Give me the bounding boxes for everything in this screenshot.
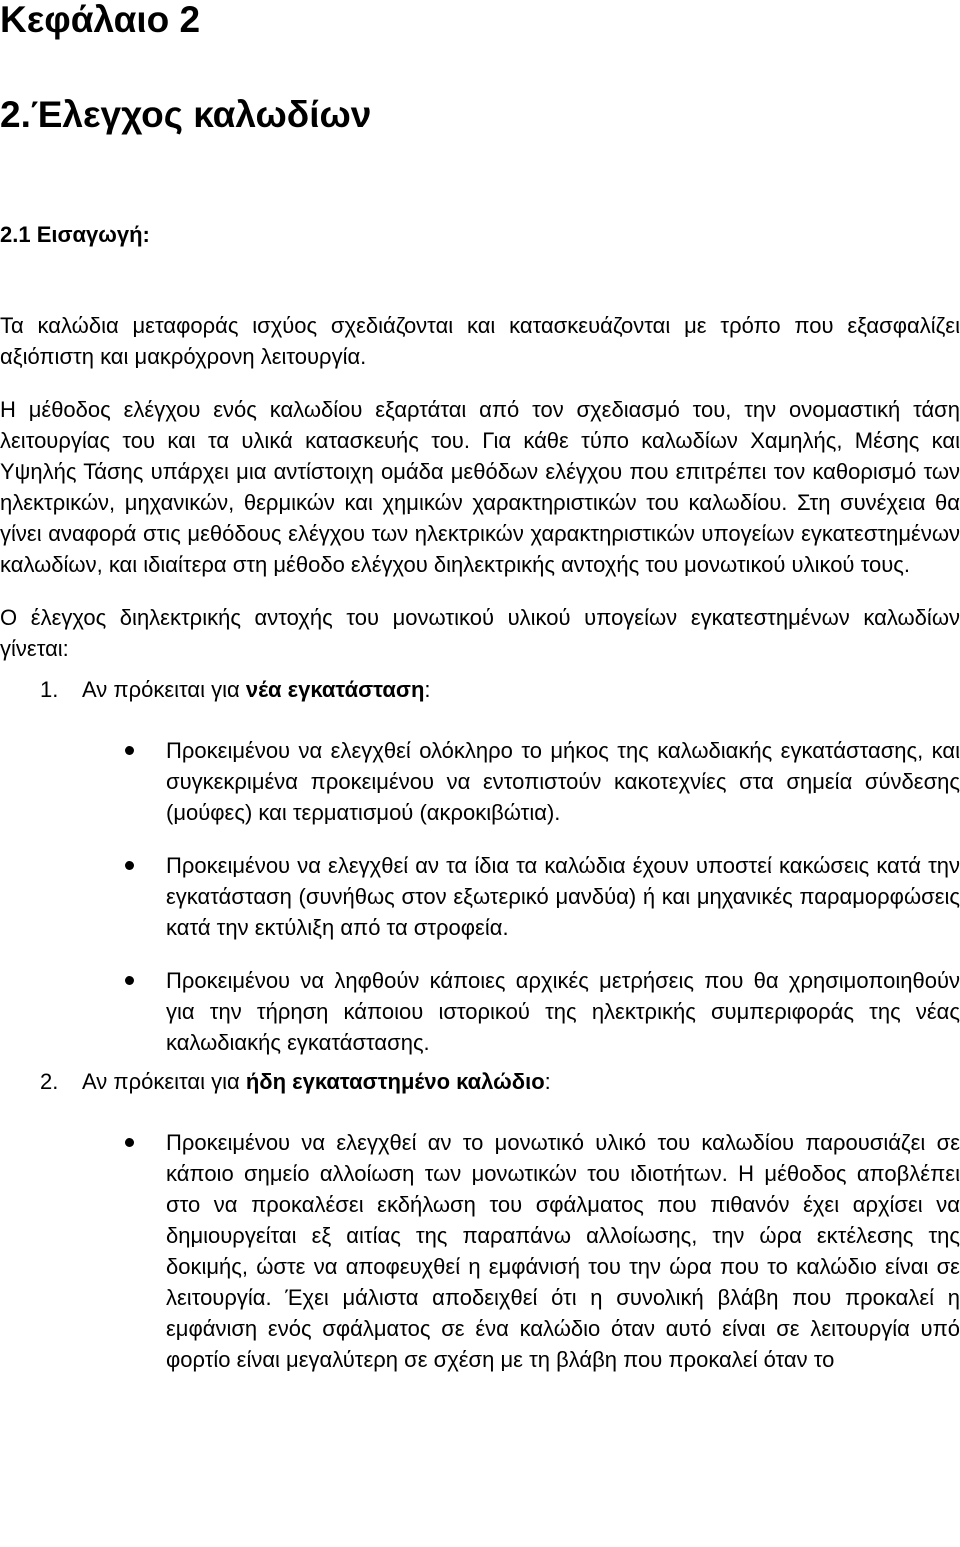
- item-bold-term: ήδη εγκαταστημένο καλώδιο: [245, 1069, 545, 1094]
- bullet-icon: [125, 861, 134, 870]
- list-item-text: Προκειμένου να ελεγχθεί αν το μονωτικό υλικό του καλωδίου παρουσιάζει σε κάποιο σημείο αλλοίωση των μονωτικών του ιδιοτήτων. Η μέθοδος αποβλέπει στο να προκαλέσει εκδήλωση του σφάλματος που πιθανόν έχει αρχίσει να δημιουργείται εξ αιτίας της παραπάνω αλλοίωσης, την ώρα εκτέλεσης της δοκιμής, ώστε να αποφευχθεί η εμφάνισή του την ώρα που το καλώδιο είναι σε λειτουργία. Έχει μάλιστα αποδειχθεί ότι η συνολική βλάβη που προκαλεί η εμφάνιση ενός σφάλματος σε ένα καλώδιο όταν αυτό είναι σε λειτουργία υπό φορτίο είναι μεγαλύτερη σε σχέση με τη βλάβη που προκαλεί όταν το: [166, 1130, 960, 1372]
- item-suffix: :: [424, 677, 431, 702]
- list-item: [0, 965, 960, 1058]
- item-bold-term: νέα εγκατάσταση: [245, 677, 425, 702]
- numbered-item-new-installation: [0, 674, 960, 705]
- list-item: [0, 1127, 960, 1375]
- list-item: [0, 735, 960, 828]
- paragraph-intro: Τα καλώδια μεταφοράς ισχύος σχεδιάζονται και κατασκευάζονται με τρόπο που εξασφαλίζει αξιόπιστη και μακρόχρονη λειτουργία.: [0, 313, 960, 369]
- item-number: 2.: [40, 1069, 59, 1094]
- bullet-icon: [125, 976, 134, 985]
- section-heading: 2.Έλεγχος καλωδίων: [0, 94, 372, 135]
- list-item: [0, 850, 960, 943]
- paragraph-dielectric-test: Ο έλεγχος διηλεκτρικής αντοχής του μονωτικού υλικού υπογείων εγκατεστημένων καλωδίων γίνεται:: [0, 605, 960, 661]
- list-item-text: Προκειμένου να ληφθούν κάποιες αρχικές μετρήσεις που θα χρησιμοποιηθούν για την τήρηση κάποιου ιστορικού της ηλεκτρικής συμπεριφοράς της νέας καλωδιακής εγκατάστασης.: [166, 968, 960, 1055]
- paragraph-methods: Η μέθοδος ελέγχου ενός καλωδίου εξαρτάται από τον σχεδιασμό του, την ονομαστική τάση λειτουργίας του και τα υλικά κατασκευής του. Για κάθε τύπο καλωδίων Χαμηλής, Μέσης και Υψηλής Τάσης υπάρχει μια αντίστοιχη ομάδα μεθόδων ελέγχου που επιτρέπει τον καθορισμό των ηλεκτρικών, μηχανικών, θερμικών και χημικών χαρακτηριστικών του καλωδίου. Στη συνέχεια θα γίνει αναφορά στις μεθόδους ελέγχου των ηλεκτρικών χαρακτηριστικών υπογείων εγκατεστημένων καλωδίων, και ιδιαίτερα στη μέθοδο ελέγχου διηλεκτρικής αντοχής του μονωτικού υλικού τους.: [0, 397, 960, 577]
- list-item-text: Προκειμένου να ελεγχθεί ολόκληρο το μήκος της καλωδιακής εγκατάστασης, και συγκεκριμένα προκειμένου να εντοπιστούν κακοτεχνίες στα σημεία σύνδεσης (μούφες) και τερματισμού (ακροκιβώτια).: [166, 738, 960, 825]
- bullet-list-installed-cable: [0, 1127, 960, 1375]
- bullet-icon: [125, 746, 134, 755]
- bullet-icon: [125, 1138, 134, 1147]
- item-number: 1.: [40, 677, 59, 702]
- item-suffix: :: [544, 1069, 551, 1094]
- subsection-heading: 2.1 Εισαγωγή:: [0, 222, 150, 247]
- bullet-list-new-installation: [0, 735, 960, 1058]
- list-item-text: Προκειμένου να ελεγχθεί αν τα ίδια τα καλώδια έχουν υποστεί κακώσεις κατά την εγκατάσταση (συνήθως στον εξωτερικό μανδύα) ή και μηχανικές παραμορφώσεις κατά την εκτύλιξη από τα στροφεία.: [166, 853, 960, 940]
- chapter-heading: Κεφάλαιο 2: [0, 0, 201, 40]
- numbered-item-installed-cable: [0, 1066, 960, 1097]
- document-body: [0, 310, 960, 1375]
- item-prefix: Αν πρόκειται για: [82, 1069, 246, 1094]
- item-prefix: Αν πρόκειται για: [82, 677, 246, 702]
